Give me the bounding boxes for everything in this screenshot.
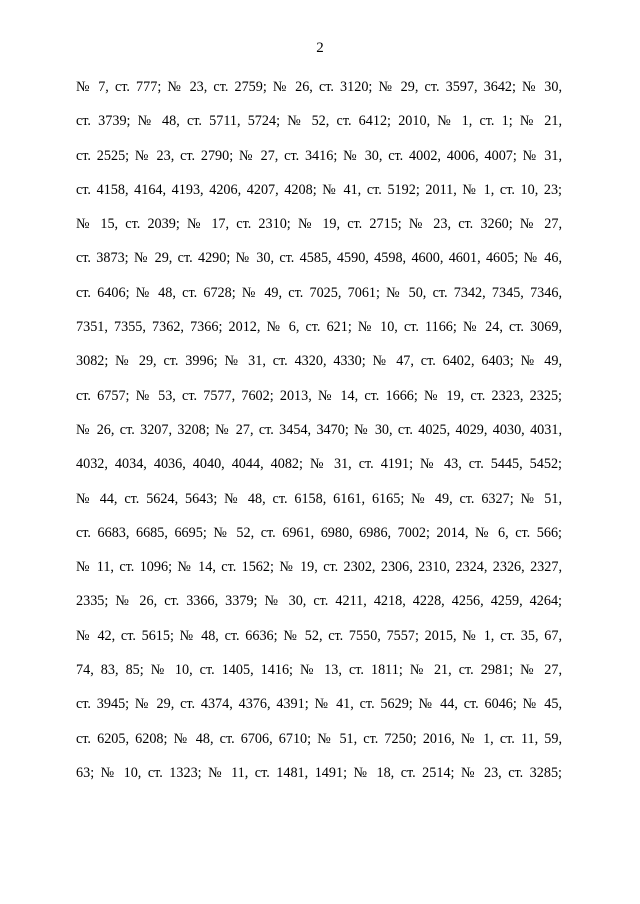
text-line: 74, 83, 85; № 10, ст. 1405, 1416; № 13, ст. 1811; № 21, ст. 2981; № 27,	[76, 662, 562, 679]
text-line: ст. 3739; № 48, ст. 5711, 5724; № 52, ст. 6412; 2010, № 1, ст. 1; № 21,	[76, 113, 562, 130]
text-line: № 11, ст. 1096; № 14, ст. 1562; № 19, ст. 2302, 2306, 2310, 2324, 2326, 2327,	[76, 559, 562, 576]
text-line: № 15, ст. 2039; № 17, ст. 2310; № 19, ст. 2715; № 23, ст. 3260; № 27,	[76, 216, 562, 233]
text-line: № 44, ст. 5624, 5643; № 48, ст. 6158, 6161, 6165; № 49, ст. 6327; № 51,	[76, 490, 562, 507]
text-line: ст. 3945; № 29, ст. 4374, 4376, 4391; № 41, ст. 5629; № 44, ст. 6046; № 45,	[76, 696, 562, 713]
text-line: ст. 3873; № 29, ст. 4290; № 30, ст. 4585, 4590, 4598, 4600, 4601, 4605; № 46,	[76, 250, 562, 267]
text-line: 7351, 7355, 7362, 7366; 2012, № 6, ст. 621; № 10, ст. 1166; № 24, ст. 3069,	[76, 319, 562, 336]
text-line: 3082; № 29, ст. 3996; № 31, ст. 4320, 4330; № 47, ст. 6402, 6403; № 49,	[76, 353, 562, 370]
text-line: 2335; № 26, ст. 3366, 3379; № 30, ст. 4211, 4218, 4228, 4256, 4259, 4264;	[76, 593, 562, 610]
text-line: № 42, ст. 5615; № 48, ст. 6636; № 52, ст. 7550, 7557; 2015, № 1, ст. 35, 67,	[76, 627, 562, 644]
text-line: ст. 6205, 6208; № 48, ст. 6706, 6710; № 51, ст. 7250; 2016, № 1, ст. 11, 59,	[76, 730, 562, 747]
text-line: № 26, ст. 3207, 3208; № 27, ст. 3454, 3470; № 30, ст. 4025, 4029, 4030, 4031,	[76, 421, 562, 438]
text-line: ст. 6683, 6685, 6695; № 52, ст. 6961, 6980, 6986, 7002; 2014, № 6, ст. 566;	[76, 524, 562, 541]
text-line: ст. 6757; № 53, ст. 7577, 7602; 2013, № 14, ст. 1666; № 19, ст. 2323, 2325;	[76, 387, 562, 404]
text-line: 4032, 4034, 4036, 4040, 4044, 4082; № 31, ст. 4191; № 43, ст. 5445, 5452;	[76, 456, 562, 473]
text-line: ст. 4158, 4164, 4193, 4206, 4207, 4208; № 41, ст. 5192; 2011, № 1, ст. 10, 23;	[76, 181, 562, 198]
page-number: 2	[316, 40, 324, 56]
document-body	[76, 72, 562, 792]
text-line: № 7, ст. 777; № 23, ст. 2759; № 26, ст. 3120; № 29, ст. 3597, 3642; № 30,	[76, 79, 562, 95]
text-line: ст. 2525; № 23, ст. 2790; № 27, ст. 3416; № 30, ст. 4002, 4006, 4007; № 31,	[76, 147, 562, 164]
text-line: 63; № 10, ст. 1323; № 11, ст. 1481, 1491; № 18, ст. 2514; № 23, ст. 3285;	[76, 764, 562, 781]
text-line: ст. 6406; № 48, ст. 6728; № 49, ст. 7025, 7061; № 50, ст. 7342, 7345, 7346,	[76, 284, 562, 301]
